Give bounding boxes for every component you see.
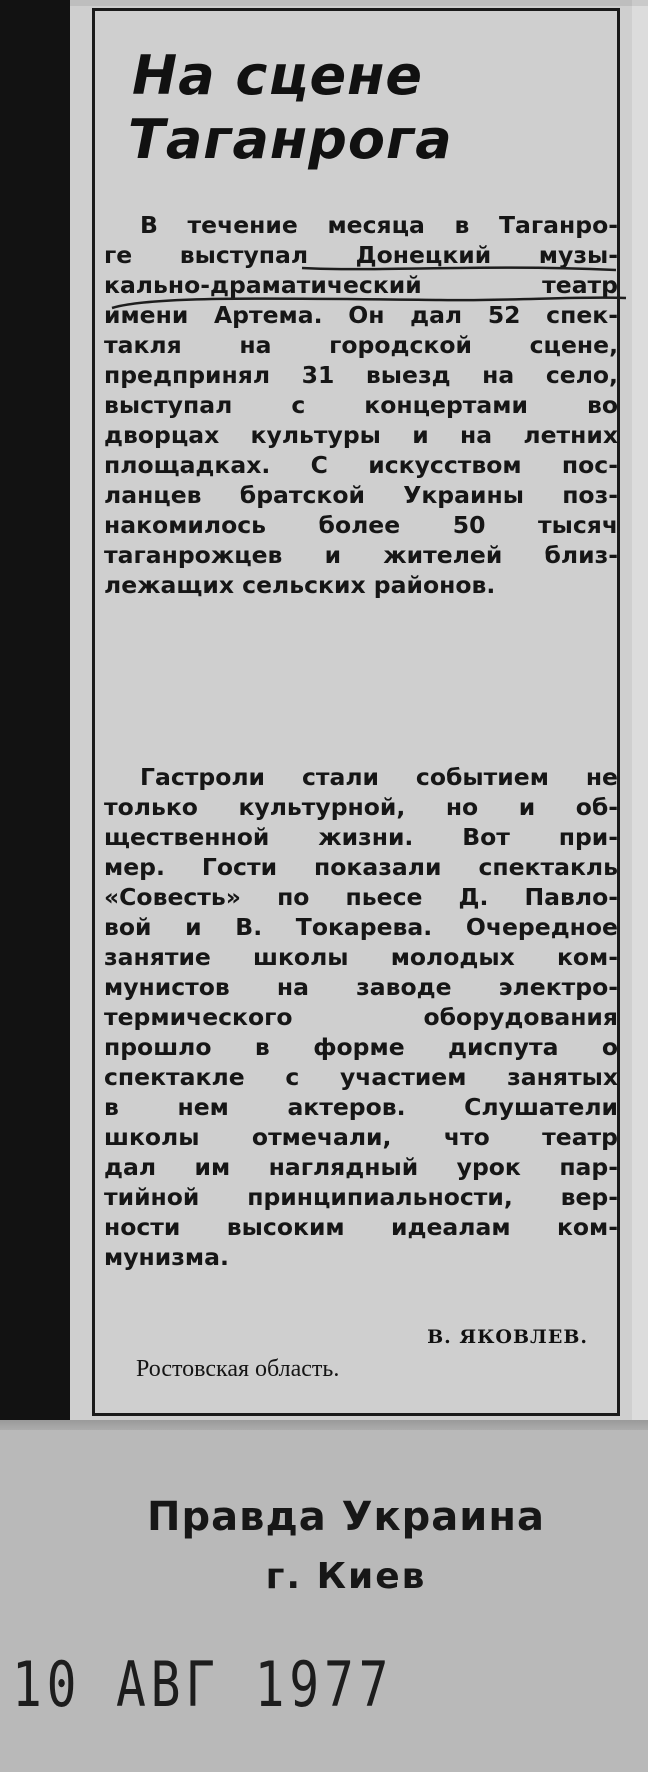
article-line: мунизма. xyxy=(104,1243,229,1271)
article-line: таганрожцев и жителей близ- xyxy=(104,541,618,569)
scan-background-left xyxy=(0,0,70,1430)
article-line: имени Артема. Он дал 52 спек- xyxy=(104,301,618,329)
article-line: площадках. С искусством пос- xyxy=(104,451,618,479)
pen-underline xyxy=(110,290,630,314)
article-line: дал им наглядный урок пар- xyxy=(104,1153,618,1181)
article-paragraph-2 xyxy=(104,762,618,1272)
paper-crease xyxy=(70,0,648,6)
article-line: ге выступал Донецкий музы- xyxy=(104,241,618,269)
article-line: занятие школы молодых ком- xyxy=(104,943,618,971)
article-line: в нем актеров. Слушатели xyxy=(104,1093,618,1121)
article-line: В течение месяца в Таганро- xyxy=(140,211,618,239)
article-region: Ростовская область. xyxy=(136,1356,340,1382)
stamp-city: г. Киев xyxy=(265,1556,427,1597)
article-line: «Совесть» по пьесе Д. Павло- xyxy=(104,883,618,911)
article-line: только культурной, но и об- xyxy=(104,793,618,821)
headline-line: Таганрога xyxy=(128,108,453,171)
article-line: ности высоким идеалам ком- xyxy=(104,1213,618,1241)
article-line: тийной принципиальности, вер- xyxy=(104,1183,618,1211)
article-line: мунистов на заводе электро- xyxy=(104,973,618,1001)
article-headline xyxy=(128,44,602,172)
article-line: выступал с концертами во xyxy=(104,391,618,419)
article-line: Гастроли стали событием не xyxy=(140,763,618,791)
stamp-date: 10 АВГ 1977 xyxy=(12,1648,394,1721)
stamp-newspaper-name: Правда Украина xyxy=(147,1494,545,1540)
article-line: лежащих сельских районов. xyxy=(104,571,496,599)
article-line: кально-драматический театр xyxy=(104,271,618,299)
article-line: щественной жизни. Вот при- xyxy=(104,823,618,851)
article-line: дворцах культуры и на летних xyxy=(104,421,618,449)
article-line: накомилось более 50 тысяч xyxy=(104,511,618,539)
article-line: спектакле с участием занятых xyxy=(104,1063,618,1091)
scan-background-right xyxy=(632,0,648,1430)
headline-line: На сцене xyxy=(132,44,424,107)
article-line: вой и В. Токарева. Очередное xyxy=(104,913,618,941)
article-line: мер. Гости показали спектакль xyxy=(104,853,618,881)
article-line: прошло в форме диспута о xyxy=(104,1033,618,1061)
article-line: предпринял 31 выезд на село, xyxy=(104,361,618,389)
article-author: В. ЯКОВЛЕВ. xyxy=(427,1326,588,1348)
article-line: такля на городской сцене, xyxy=(104,331,618,359)
article-line: термического оборудования xyxy=(104,1003,618,1031)
pen-underline xyxy=(300,262,620,282)
article-line: ланцев братской Украины поз- xyxy=(104,481,618,509)
article-line: школы отмечали, что театр xyxy=(104,1123,618,1151)
